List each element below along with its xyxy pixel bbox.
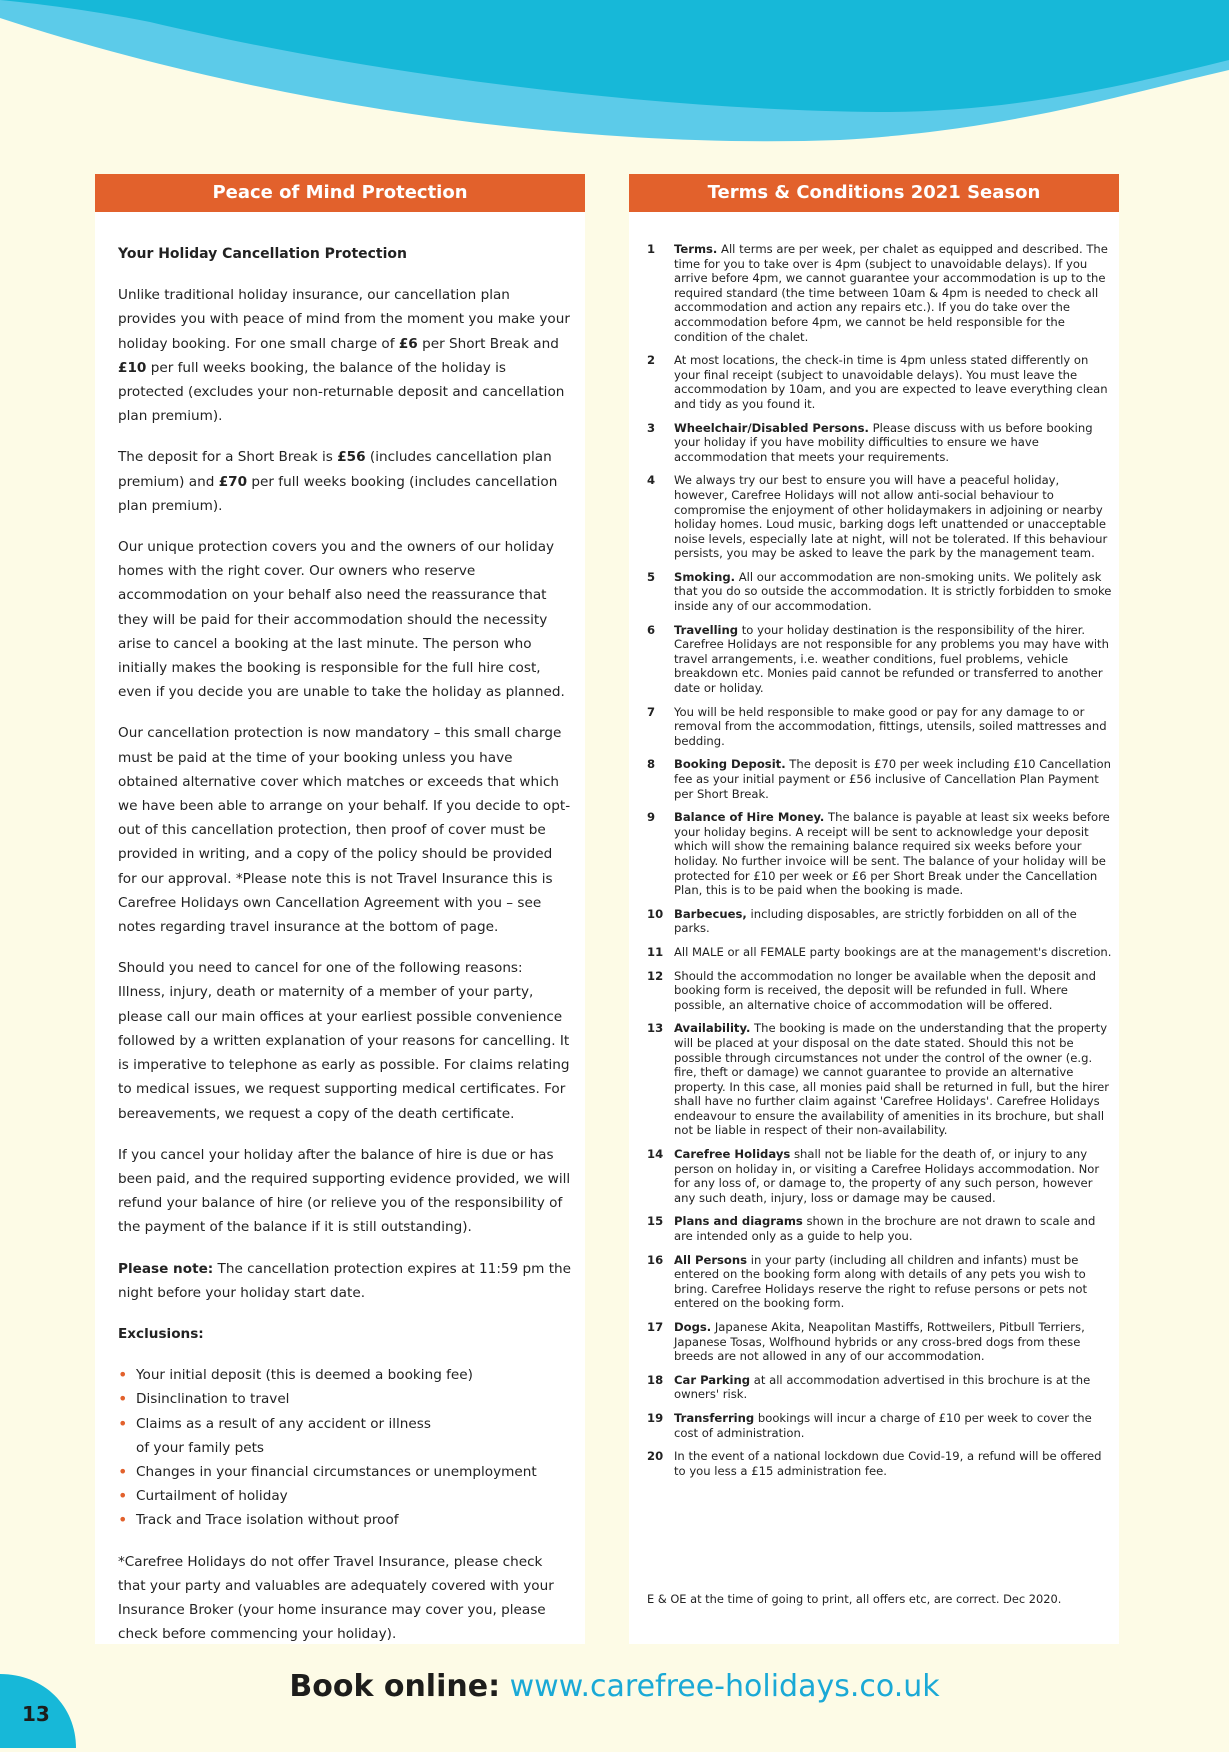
- term-text: shall not be liable for the death of, or injury to any person on holiday in, or visiting a Carefree Holidays accommodation. Nor for any loss of, or damage to, the property of any such person, however any such death, injury, loss or damage may be caused.: [674, 1147, 1100, 1205]
- term-text: shown in the brochure are not drawn to scale and are intended only as a guide to help you.: [674, 1214, 1096, 1244]
- term-number: 18: [647, 1372, 664, 1387]
- term-text: We always try our best to ensure you will have a peaceful holiday, however, Carefree Holidays will not allow anti-social behaviour to compromise the enjoyment of other holidaymakers in adjoining or nearby holiday homes. Loud music, barking dogs left unattended or unacceptable noise levels, especially late at night, will not be tolerated. If this behaviour persists, you may be asked to leave the park by the management team.: [674, 473, 1108, 561]
- term-number: 7: [647, 704, 656, 719]
- term-heading: Barbecues,: [674, 906, 747, 921]
- cancellation-protection-body: [118, 242, 572, 1663]
- term-item: [647, 1147, 1112, 1205]
- term-number: 2: [647, 353, 656, 368]
- list-item: • Your initial deposit (this is deemed a booking fee): [118, 1363, 572, 1387]
- term-number: 4: [647, 473, 656, 488]
- list-item: • Curtailment of holiday: [118, 1484, 572, 1508]
- term-item: [647, 757, 1112, 801]
- panel-header: Peace of Mind Protection: [95, 174, 585, 212]
- terms-conditions-panel: [629, 174, 1119, 1644]
- term-item: [647, 353, 1112, 411]
- page-number-badge: [0, 1672, 76, 1748]
- term-item: [647, 1021, 1112, 1138]
- list-item: • Claims as a result of any accident or illness of your family pets: [118, 1412, 446, 1460]
- term-item: [647, 1320, 1112, 1364]
- term-item: [647, 810, 1112, 898]
- term-item: [647, 242, 1112, 344]
- term-number: 12: [647, 968, 664, 983]
- term-number: 19: [647, 1410, 664, 1425]
- term-item: [647, 473, 1112, 561]
- book-online-label: Book online:: [289, 1669, 501, 1704]
- term-item: [647, 421, 1112, 465]
- term-heading: Dogs.: [674, 1320, 712, 1334]
- term-heading: Smoking.: [674, 569, 736, 584]
- cancellation-protection-panel: [95, 174, 585, 1644]
- term-number: 15: [647, 1214, 664, 1229]
- term-text: The balance is payable at least six weeks before your holiday begins. A receipt will be sent to acknowledge your deposit which will show the remaining balance required six weeks before your holiday. No further invoice will be sent. The balance of your holiday will be protected for £10 per week or £6 per Short Break under the Cancellation Plan, this is to be paid when the booking is made.: [674, 810, 1110, 898]
- term-text: All terms are per week, per chalet as equipped and described. The time for you to take over is 4pm (subject to unavoidable delays). If you arrive before 4pm, we cannot guarantee your accommodation is up to the required standard (the time between 10am & 4pm is needed to check all accommodation and action any repairs etc.). If you do take over the accommodation before 4pm, we cannot be held responsible for the condition of the chalet.: [674, 242, 1108, 344]
- term-heading: Terms.: [674, 242, 718, 256]
- term-number: 11: [647, 944, 664, 959]
- section-subtitle: Your Holiday Cancellation Protection: [118, 246, 408, 262]
- term-number: 5: [647, 569, 656, 584]
- term-number: 1: [647, 242, 656, 256]
- list-item: • Disinclination to travel: [118, 1387, 572, 1411]
- term-item: [647, 623, 1112, 696]
- term-number: 3: [647, 420, 656, 435]
- term-text: to your holiday destination is the responsibility of the hirer. Carefree Holidays are not responsible for any problems you may have with travel arrangements, i.e. weather conditions, fuel problems, vehicle breakdown etc. Monies paid cannot be refunded or transferred to another date or holiday.: [674, 622, 1109, 696]
- header-wave-graphic: [0, 0, 1229, 180]
- term-text: All our accommodation are non-smoking units. We politely ask that you do so outside the accommodation. It is strictly forbidden to smoke inside any of our accommodation.: [674, 569, 1112, 614]
- term-text: including disposables, are strictly forbidden on all of the parks.: [674, 906, 1077, 936]
- term-text: in your party (including all children and infants) must be entered on the booking form along with details of any pets you wish to bring. Carefree Holidays reserve the right to refuse persons or pets not entered on the booking form.: [674, 1252, 1088, 1311]
- term-number: 14: [647, 1147, 664, 1162]
- term-heading: Wheelchair/Disabled Persons.: [674, 420, 869, 435]
- term-item: [647, 907, 1112, 936]
- exclusions-title: Exclusions:: [118, 1325, 204, 1342]
- term-number: 13: [647, 1021, 664, 1036]
- paragraph-deposit: The deposit for a Short Break is £56 (includes cancellation plan premium) and £70 per full weeks booking (includes cancellation plan premium).: [118, 449, 558, 514]
- website-link[interactable]: www.carefree-holidays.co.uk: [509, 1669, 940, 1704]
- term-heading: Balance of Hire Money.: [674, 810, 825, 825]
- paragraph-mandatory: Our cancellation protection is now mandatory – this small charge must be paid at the time of your booking unless you have obtained alternative cover which matches or exceeds that which we have been able to arrange on your behalf. If you decide to opt-out of this cancellation protection, then proof of cover must be provided in writing, and a copy of the policy should be provided for our approval. *Please note this is not Travel Insurance this is Carefree Holidays own Cancellation Agreement with you – see notes regarding travel insurance at the bottom of page.: [118, 725, 571, 936]
- list-item: • Track and Trace isolation without proof: [118, 1508, 572, 1532]
- exclusions-list: [118, 1363, 572, 1532]
- term-item: [647, 1449, 1112, 1478]
- term-number: 8: [647, 757, 656, 772]
- term-text: Should the accommodation no longer be available when the deposit and booking form is received, the deposit will be refunded in full. Where possible, an alternative choice of accommodation will be offered.: [674, 968, 1096, 1012]
- term-text: Please discuss with us before booking your holiday if you have mobility difficulties to ensure we have accommodation that meets your requirements.: [674, 420, 1093, 464]
- term-item: [647, 570, 1112, 614]
- term-heading: Availability.: [674, 1021, 751, 1036]
- term-text: The booking is made on the understanding that the property will be placed at your disposal on the date stated. Should this not be possible through circumstances not under the control of the owner (e.g. fire, theft or damage) we cannot guarantee to provide an alternative property. In this case, all monies paid shall be returned in full, but the hirer shall have no further claim against 'Carefree Holidays'. Carefree Holidays endeavour to ensure the availability of amenities in its brochure, but shall not be liable in respect of their non-availability.: [674, 1021, 1109, 1138]
- list-item: • Changes in your financial circumstances or unemployment: [118, 1460, 572, 1484]
- term-heading: Transferring: [674, 1410, 755, 1425]
- term-item: [647, 945, 1112, 960]
- panel-header: Terms & Conditions 2021 Season: [629, 174, 1119, 212]
- term-number: 10: [647, 906, 664, 921]
- term-item: [647, 1411, 1112, 1440]
- term-item: [647, 1373, 1112, 1402]
- term-text: at all accommodation advertised in this brochure is at the owners' risk.: [674, 1372, 1091, 1402]
- term-text: In the event of a national lockdown due Covid-19, a refund will be offered to you less a £15 administration fee.: [674, 1449, 1102, 1478]
- term-number: 16: [647, 1252, 664, 1267]
- paragraph-refund: If you cancel your holiday after the balance of hire is due or has been paid, and the required supporting evidence provided, we will refund your balance of hire (or relieve you of the responsibility of the payment of the balance if it is still outstanding).: [118, 1146, 571, 1236]
- term-number: 17: [647, 1320, 664, 1334]
- book-online-banner: [0, 1669, 1229, 1704]
- terms-list: [647, 242, 1112, 1487]
- term-text: The deposit is £70 per week including £10 Cancellation fee as your initial payment or £56 inclusive of Cancellation Plan Payment per Short Break.: [674, 757, 1111, 801]
- term-number: 20: [647, 1449, 664, 1464]
- term-item: [647, 969, 1112, 1013]
- paragraph-reasons: Should you need to cancel for one of the following reasons: Illness, injury, death or maternity of a member of your party, please call our main offices at your earliest possible convenience followed by a written explanation of your reasons for cancelling. It is imperative to telephone as early as possible. For claims relating to medical issues, we request supporting medical certificates. For bereavements, we request a copy of the death certificate.: [118, 960, 570, 1122]
- term-number: 6: [647, 622, 656, 637]
- term-item: [647, 705, 1112, 749]
- term-heading: Plans and diagrams: [674, 1214, 803, 1229]
- term-heading: Car Parking: [674, 1372, 751, 1387]
- paragraph-coverage: Our unique protection covers you and the owners of our holiday homes with the right cover. Our owners who reserve accommodation on your behalf also need the reassurance that they will be paid for their accommodation should the necessity arise to cancel a booking at the last minute. The person who initially makes the booking is responsible for the full hire cost, even if you decide you are unable to take the holiday as planned.: [118, 539, 565, 701]
- term-text: Japanese Akita, Neapolitan Mastiffs, Rottweilers, Pitbull Terriers, Japanese Tosas, Wolfhound hybrids or any cross-bred dogs from these breeds are not allowed in any of our accommodation.: [674, 1320, 1085, 1364]
- term-heading: Booking Deposit.: [674, 757, 786, 772]
- term-text: At most locations, the check-in time is 4pm unless stated differently on your final receipt (subject to unavoidable delays). You must leave the accommodation by 10am, and you are expected to leave everything clean and tidy as you found it.: [674, 353, 1108, 411]
- travel-insurance-footnote: *Carefree Holidays do not offer Travel Insurance, please check that your party and valuables are adequately covered with your Insurance Broker (your home insurance may cover you, please check before commencing your holiday).: [118, 1553, 554, 1643]
- term-number: 9: [647, 810, 656, 825]
- term-item: [647, 1214, 1112, 1243]
- page-number: 13: [22, 1702, 50, 1726]
- term-item: [647, 1253, 1112, 1311]
- please-note: Please note: The cancellation protection expires at 11:59 pm the night before your holiday start date.: [118, 1260, 572, 1301]
- paragraph-intro: Unlike traditional holiday insurance, our cancellation plan provides you with peace of mind from the moment you make your holiday booking. For one small charge of £6 per Short Break and £10 per full weeks booking, the balance of the holiday is protected (excludes your non-returnable deposit and cancellation plan premium).: [118, 287, 570, 425]
- term-text: You will be held responsible to make good or pay for any damage to or removal from the accommodation, fittings, utensils, soiled mattresses and bedding.: [674, 704, 1107, 748]
- term-heading: Travelling: [674, 622, 739, 637]
- eoe-notice: E & OE at the time of going to print, all offers etc, are correct. Dec 2020.: [647, 1592, 1062, 1606]
- term-heading: All Persons: [674, 1252, 748, 1267]
- term-heading: Carefree Holidays: [674, 1147, 791, 1162]
- term-text: bookings will incur a charge of £10 per week to cover the cost of administration.: [674, 1410, 1092, 1440]
- term-text: All MALE or all FEMALE party bookings are at the management's discretion.: [674, 944, 1112, 959]
